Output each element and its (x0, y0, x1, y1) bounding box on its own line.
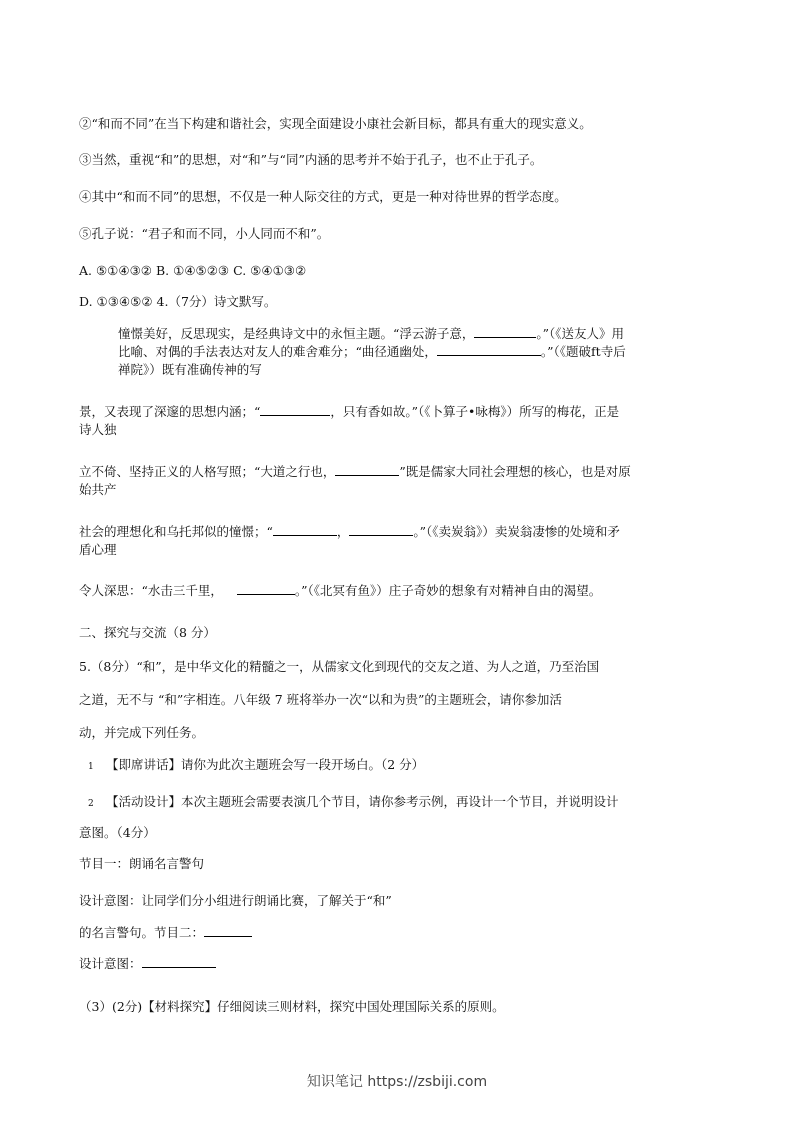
poem-text: 憧憬美好，反思现实，是经典诗文中的永恒主题。“浮云游子意， (118, 326, 475, 341)
design-intent-2 (79, 955, 216, 973)
poem-text: 。”（《北冥有鱼》）庄子奇妙的想象有对精神自由的渴望。 (294, 583, 602, 598)
subquestion-text: 【即席讲话】请你为此次主题班会写一段开场白。（2 分） (106, 757, 425, 772)
options-abc: A. ⑤①④③② B. ①④⑤②③ C. ⑤④①③② (79, 263, 307, 278)
poem-text: 令人深思：“水击三千里， (79, 583, 223, 598)
subquestion-1 (88, 756, 424, 776)
poem-line-4 (79, 403, 619, 421)
poem-text: 社会的理想化和乌托邦似的憧憬；“ (79, 524, 273, 539)
subquestion-2 (88, 793, 619, 813)
poem-line-1 (118, 325, 624, 343)
sentence-2: ②“和而不同”在当下构建和谐社会，实现全面建设小康社会新目标，都具有重大的现实意义。 (79, 116, 592, 131)
poem-text: ”既是儒家大同社会理想的核心，也是对原 (399, 464, 631, 479)
poem-text: 景，又表现了深邃的思想内涵；“ (79, 404, 261, 419)
answer-blank[interactable] (273, 523, 337, 536)
program-2-text: 的名言警句。节目二： (79, 925, 205, 940)
answer-blank[interactable] (237, 582, 295, 595)
answer-blank[interactable] (335, 463, 399, 476)
question-5-line-2: 之道，无不与 “和”字相连。八年级 7 班将举办一次“以和为贵”的主题班会，请你参加活 (79, 692, 562, 707)
poem-text: 比喻、对偶的手法表达对友人的难舍难分；“曲径通幽处， (118, 344, 437, 359)
poem-text: ，只有香如故。”（《卜算子•咏梅》）所写的梅花，正是 (330, 404, 620, 419)
subquestion-text: 【活动设计】本次主题班会需要表演几个节目，请你参考示例，再设计一个节目，并说明设计 (106, 794, 619, 809)
sentence-4: ④其中“和而不同”的思想，不仅是一种人际交往的方式，更是一种对待世界的哲学态度。 (79, 189, 567, 204)
footer-watermark: 知识笔记 https://zsbiji.com (306, 1074, 488, 1090)
poem-line-5: 诗人独 (79, 422, 117, 437)
subquestion-3: （3）(2分)【材料探究】仔细阅读三则材料，探究中国处理国际关系的原则。 (79, 999, 505, 1014)
question-5-line-3: 动，并完成下列任务。 (79, 725, 205, 740)
section-2-heading: 二、探究与交流（8 分） (79, 625, 216, 640)
subquestion-2-points: 意图。（4分） (79, 825, 156, 840)
poem-line-2 (118, 343, 626, 361)
design-intent-2-text: 设计意图： (79, 956, 142, 971)
poem-line-6 (79, 463, 631, 481)
poem-line-8 (79, 523, 620, 541)
answer-blank[interactable] (142, 955, 216, 968)
design-intent-1: 设计意图：让同学们分小组进行朗诵比赛，了解关于“和” (79, 893, 392, 908)
poem-line-3: 禅院》）既有准确传神的写 (118, 362, 262, 377)
poem-text: ， (336, 524, 350, 539)
program-2 (79, 924, 252, 942)
subquestion-number: 2 (88, 799, 94, 809)
answer-blank[interactable] (204, 924, 252, 937)
poem-text: 立不倚、坚持正义的人格写照；“大道之行也， (79, 464, 336, 479)
answer-blank[interactable] (474, 325, 536, 338)
answer-blank[interactable] (260, 403, 330, 416)
subquestion-number: 1 (88, 762, 94, 772)
poem-line-10 (79, 582, 601, 600)
poem-line-9: 盾心理 (79, 542, 117, 557)
option-d-question-4: D. ①③④⑤② 4.（7分）诗文默写。 (79, 294, 277, 309)
program-1: 节目一：朗诵名言警句 (79, 856, 205, 871)
sentence-3: ③当然，重视“和”的思想，对“和”与“同”内涵的思考并不始于孔子，也不止于孔子。 (79, 152, 543, 167)
poem-text: 。”（《卖炭翁》）卖炭翁凄惨的处境和矛 (413, 524, 620, 539)
answer-blank[interactable] (437, 343, 541, 356)
sentence-5: ⑤孔子说：“君子和而不同，小人同而不和”。 (79, 226, 330, 241)
poem-text: 。”（《题破ft寺后 (540, 344, 626, 359)
question-5-line-1: 5.（8分）“和”，是中华文化的精髓之一，从儒家文化到现代的交友之道、为人之道，乃至治国 (79, 659, 600, 674)
poem-text: 。”（《送友人》用 (536, 326, 625, 341)
answer-blank[interactable] (349, 523, 413, 536)
poem-line-7: 始共产 (79, 482, 117, 497)
